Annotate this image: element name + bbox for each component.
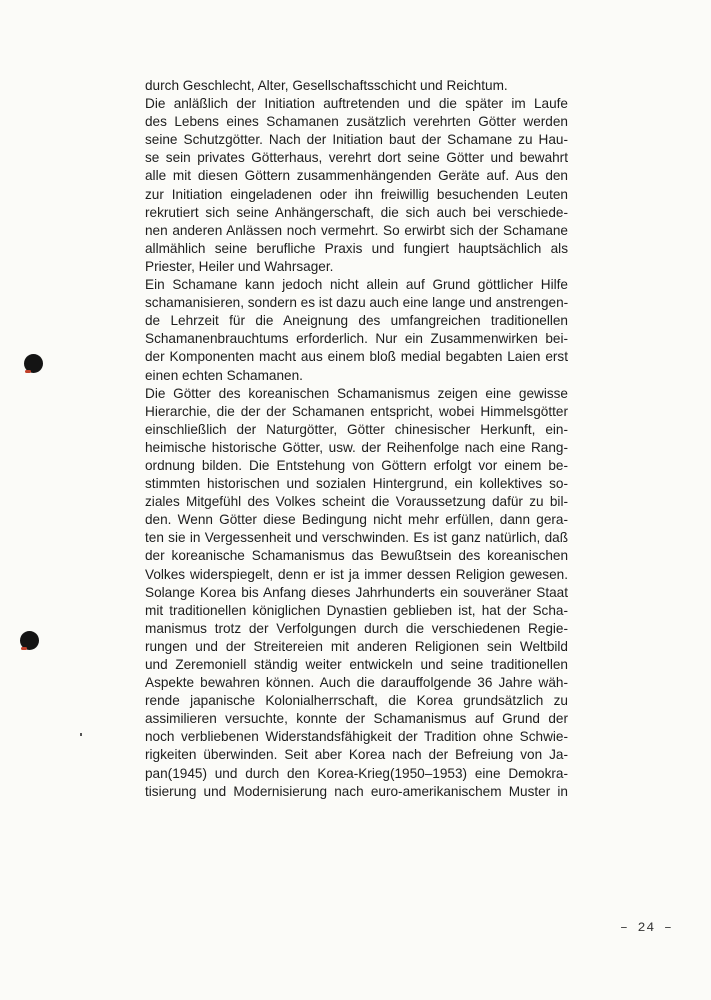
text-line: Priester, Heiler und Wahrsager. bbox=[145, 258, 334, 274]
text-line: Solange Korea bis Anfang dieses Jahrhunderts ein souveräner Staat bbox=[145, 584, 568, 600]
text-line: den. Wenn Götter diese Bedingung nicht mehr erfüllen, dann gera- bbox=[145, 512, 568, 528]
text-line: pan(1945) und durch den Korea-Krieg(1950–1953) eine Demokra- bbox=[145, 765, 568, 781]
body-text bbox=[145, 77, 568, 801]
text-line: rende japanische Kolonialherrschaft, die Korea grundsätzlich zu bbox=[145, 693, 568, 709]
text-line: assimilieren versuchte, konnte der Schamanismus auf Grund der bbox=[145, 711, 568, 727]
text-line: einschließlich der Naturgötter, Götter chinesischer Herkunft, ein- bbox=[145, 421, 568, 437]
text-line: alle mit diesen Göttern zusammenhängenden Geräte auf. Aus den bbox=[145, 168, 568, 184]
text-line: rungen und der Streitereien mit anderen Religionen sein Weltbild bbox=[145, 638, 568, 654]
text-line: stimmten historischen und sozialen Hintergrund, ein kollektives so- bbox=[145, 476, 568, 492]
text-line: schamanisieren, sondern es ist dazu auch eine lange und anstrengen- bbox=[145, 295, 569, 311]
text-line: Ein Schamane kann jedoch nicht allein auf Grund göttlicher Hilfe bbox=[145, 277, 568, 293]
text-line: allmählich seine berufliche Praxis und fungiert hauptsächlich als bbox=[145, 240, 568, 256]
text-line: de Lehrzeit für die Aneignung des umfangreichen traditionellen bbox=[145, 313, 568, 329]
text-line: der Komponenten macht aus einem bloß medial begabten Laien erst bbox=[145, 349, 568, 365]
text-line: seine Schutzgötter. Nach der Initiation baut der Schamane zu Hau- bbox=[145, 132, 568, 148]
text-line: se sein privates Götterhaus, verehrt dort seine Götter und bewahrt bbox=[145, 150, 568, 166]
text-line: ordnung bilden. Die Entstehung von Göttern erfolgt vor einem be- bbox=[145, 457, 568, 473]
text-line: heimische historische Götter, usw. der Reihenfolge nach eine Rang- bbox=[145, 439, 568, 455]
text-line: ten sie in Vergessenheit und verschwinden. Es ist ganz natürlich, daß bbox=[145, 530, 568, 546]
text-line: Hierarchie, die der der Schamanen entspricht, wobei Himmelsgötter bbox=[145, 403, 568, 419]
text-line: durch Geschlecht, Alter, Gesellschaftsschicht und Reichtum. bbox=[145, 78, 508, 93]
text-line: tisierung und Modernisierung nach euro-amerikanischem Muster in bbox=[145, 783, 568, 799]
text-line: einen echten Schamanen. bbox=[145, 367, 303, 383]
text-line: zur Initiation eingeladenen oder ihn freiwillig besuchenden Leuten bbox=[145, 186, 568, 202]
text-line: noch verbliebenen Widerstandsfähigkeit der Tradition ohne Schwie- bbox=[145, 729, 568, 745]
text-line: rigkeiten überwinden. Seit aber Korea nach der Befreiung von Ja- bbox=[145, 747, 568, 763]
text-line: des Lebens eines Schamanen zusätzlich verehrten Götter werden bbox=[145, 114, 568, 130]
punch-hole-bottom bbox=[20, 631, 39, 650]
text-line: Die Götter des koreanischen Schamanismus zeigen eine gewisse bbox=[145, 385, 568, 401]
scan-speck bbox=[80, 733, 82, 736]
text-line: mit traditionellen königlichen Dynastien geblieben ist, hat der Scha- bbox=[145, 602, 568, 618]
punch-hole-top bbox=[24, 354, 43, 373]
page-number: – 24 – bbox=[620, 920, 673, 935]
text-line: Schamanenbrauchtums erforderlich. Nur ein Zusammenwirken bei- bbox=[145, 331, 568, 347]
text-line: Aspekte bewahren können. Auch die darauffolgende 36 Jahre wäh- bbox=[145, 675, 568, 691]
text-line: Volkes widerspiegelt, denn er ist ja immer dessen Religion gewesen. bbox=[145, 566, 568, 582]
text-line: und Zeremoniell ständig weiter entwickeln und seine traditionellen bbox=[145, 657, 568, 672]
text-line: Die anläßlich der Initiation auftretenden und die später im Laufe bbox=[145, 96, 568, 112]
text-line: rekrutiert sich seine Anhängerschaft, die sich auch bei verschiede- bbox=[145, 204, 568, 220]
text-line: manismus trotz der Verfolgungen durch die verschiedenen Regie- bbox=[145, 620, 568, 636]
text-line: ziales Mitgefühl des Volkes scheint die Voraussetzung dafür zu bil- bbox=[145, 494, 568, 510]
text-line: nen anderen Anlässen noch vermehrt. So erwirbt sich der Schamane bbox=[145, 222, 568, 238]
text-line: der koreanische Schamanismus das Bewußtsein des koreanischen bbox=[145, 548, 568, 564]
